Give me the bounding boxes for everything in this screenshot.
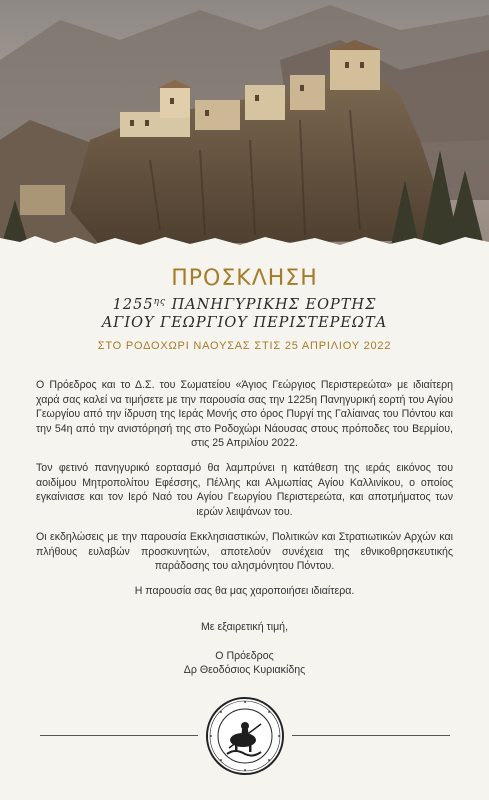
association-seal-icon	[205, 696, 285, 776]
invitation-title: ΠΡΟΣΚΛΗΣΗ	[171, 266, 318, 291]
event-subtitle-line1	[0, 297, 489, 313]
body-paragraph-3: Οι εκδηλώσεις με την παρουσία Εκκλησιαστικών, Πολιτικών και Στρατιωτικών Αρχών και πλήθους ευλαβών προσκυνητών, αποτελούν συνέχεια της εθνικοθρησκευτικής παράδοσης του αλησμόνητου Πόντου.	[36, 531, 453, 572]
body-paragraph-1: Ο Πρόεδρος και το Δ.Σ. του Σωματείου «Άγιος Γεώργιος Περιστερεώτα» με ιδιαίτερη χαρά σας καλεί να τιμήσετε με την παρουσία σας την 1225η Πανηγυρική εορτή του Αγίου Γεωργίου από την ίδρυση της Ιεράς Μονής στο όρος Πυργί της Γαλίαινας του Πόντου και την 54η από την ανιστόρησή της στο Ροδοχώρι Νάουσας στους πρόποδες του Βερμίου, στις 25 Απριλίου 2022.	[36, 379, 453, 449]
event-subtitle-text: ΠΑΝΗΓΥΡΙΚΗΣ ΕΟΡΤΗΣ	[171, 297, 377, 313]
monastery-photo	[0, 0, 489, 250]
divider-right	[292, 735, 450, 736]
event-location-date: ΣΤΟ ΡΟΔΟΧΩΡΙ ΝΑΟΥΣΑΣ ΣΤΙΣ 25 ΑΠΡΙΛΙΟΥ 2022	[97, 340, 392, 352]
signature-name: Δρ Θεοδόσιος Κυριακίδης	[183, 664, 306, 676]
signature-role: Ο Πρόεδρος	[215, 650, 274, 662]
divider-left	[40, 735, 198, 736]
event-subtitle-line2: ΑΓΙΟΥ ΓΕΩΡΓΙΟΥ ΠΕΡΙΣΤΕΡΕΩΤΑ	[101, 315, 388, 331]
body-paragraph-4: Η παρουσία σας θα μας χαροποιήσει ιδιαίτερα.	[134, 585, 355, 597]
event-number-suffix: ης	[153, 297, 167, 307]
monastery-illustration	[0, 0, 489, 250]
event-number: 1255	[112, 297, 154, 313]
body-paragraph-2: Τον φετινό πανηγυρικό εορτασμό θα λαμπρύνει η κατάθεση της ιεράς εικόνος του αοιδίμου Μητροπολίτου Εφέσσης, Πέλλης και Αλμωπίας Αγίου Καλλινίκου, ο οποίος εγκαίνιασε και τον Ιερό Ναό του Αγίου Γεωργίου Περιστερεώτα, και αποτμήματος των ιερών λειψάνων του.	[36, 462, 453, 518]
closing-line: Με εξαιρετική τιμή,	[200, 621, 289, 633]
